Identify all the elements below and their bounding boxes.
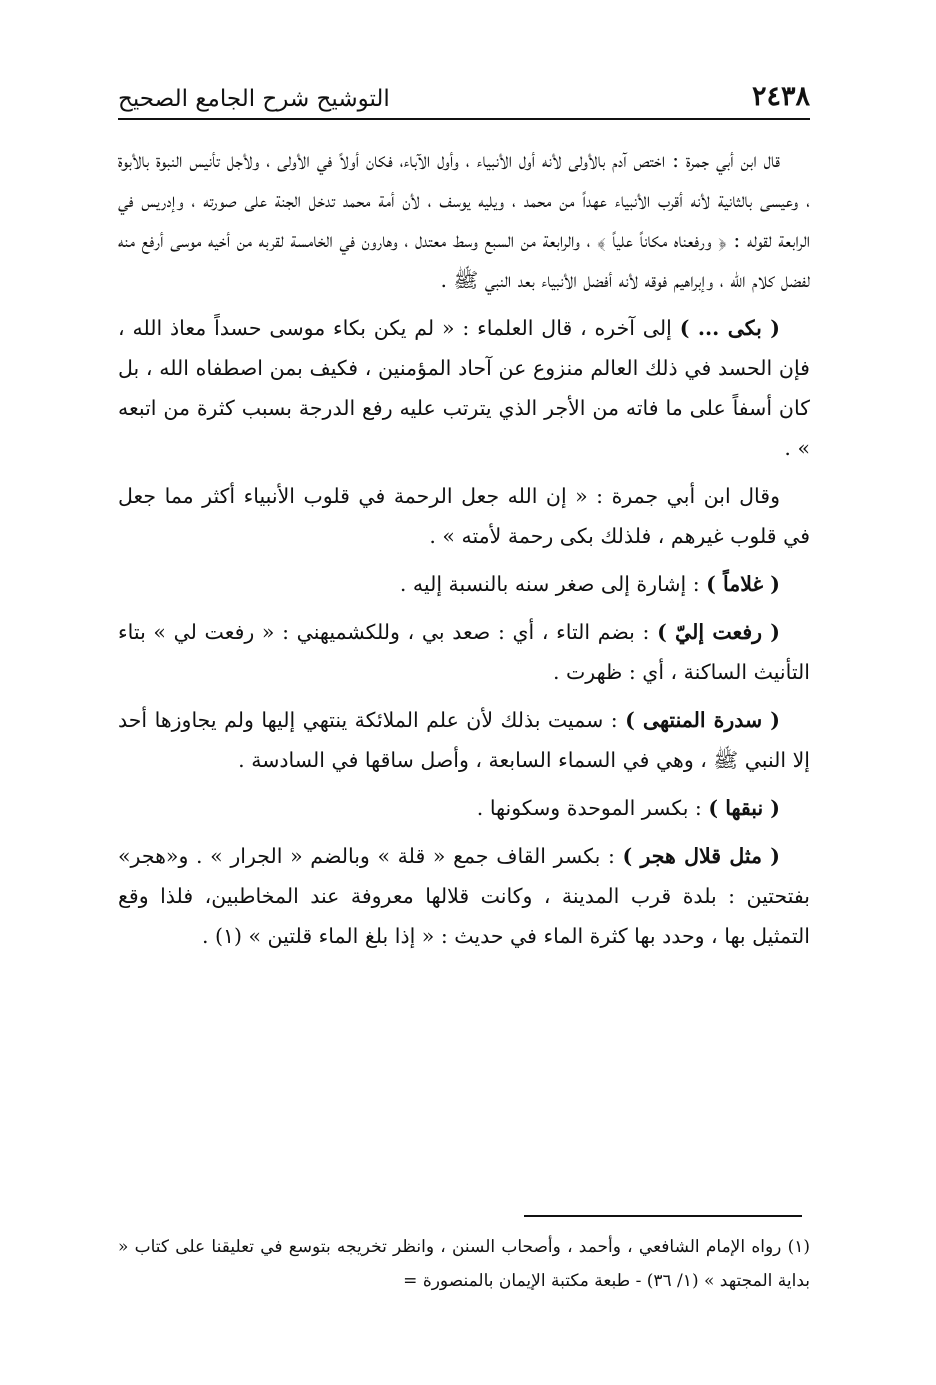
paragraph-text: : إشارة إلى صغر سنه بالنسبة إليه . xyxy=(399,572,707,596)
paragraph-text: قال ابن أبي جمرة : اختص آدم بالأولى لأنه أول الأنبياء ، وأول الآباء، فكان أولاً في الأولى ، ولأجل تأنيس النبوة بالأبوة ، وعيسى بالثانية لأنه أقرب الأنبياء عهداً من محمد ، ويليه يوسف ، لأن أمة محمد تدخل الجنة على صورته ، وإدريس في الرابعة لقوله : ﴿ ورفعناه مكاناً علياً ﴾ ، والرابعة من السبع وسط معتدل ، وهارون في الخامسة لقربه من أخيه موسى أرفع منه لفضل كلام الله ، وإبراهيم فوقه لأنه أفضل الأنبياء بعد النبي ﷺ . xyxy=(118,148,810,292)
paragraph-4 xyxy=(118,564,810,604)
paragraph-lead: ( رفعت إليّ ) xyxy=(657,620,780,644)
paragraph-5 xyxy=(118,612,810,692)
paragraph-6 xyxy=(118,700,810,780)
paragraph-lead: ( غلاماً ) xyxy=(706,572,780,596)
main-text xyxy=(118,140,810,964)
paragraph-text: وقال ابن أبي جمرة : « إن الله جعل الرحمة في قلوب الأنبياء أكثر مما جعل في قلوب غيرهم ، فلذلك بكى رحمة لأمته » . xyxy=(118,484,810,548)
paragraph-text: : سميت بذلك لأن علم الملائكة ينتهي إليها ولم يجاوزها أحد إلا النبي ﷺ ، وهي في السماء السابعة ، وأصل ساقها في السادسة . xyxy=(118,708,810,772)
footnote-1: (١) رواه الإمام الشافعي ، وأحمد ، وأصحاب السنن ، وانظر تخريجه بتوسع في تعليقنا على كتاب « بداية المجتهد » (١/ ٣٦) - طبعة مكتبة الإيمان بالمنصورة = xyxy=(118,1237,810,1291)
paragraph-3 xyxy=(118,476,810,556)
paragraph-text: : بكسر القاف جمع « قلة » وبالضم « الجرار » . و«هجر» بفتحتين : بلدة قرب المدينة ، وكانت قلالها معروفة عند المخاطبين، فلذا وقع التمثيل بها ، وحدد بها كثرة الماء في حديث : « إذا بلغ الماء قلتين » (١) . xyxy=(118,844,810,948)
running-title: التوشيح شرح الجامع الصحيح xyxy=(118,86,390,112)
paragraph-lead: ( سدرة المنتهى ) xyxy=(625,708,780,732)
paragraph-lead: ( نبقها ) xyxy=(708,796,780,820)
paragraph-7 xyxy=(118,788,810,828)
footnotes xyxy=(118,1230,810,1298)
paragraph-8 xyxy=(118,836,810,956)
page-number: ٢٤٣٨ xyxy=(751,81,810,112)
footnote-divider xyxy=(524,1215,802,1217)
paragraph-text: : بضم التاء ، أي : صعد بي ، وللكشميهني : « رفعت لي » بتاء التأنيث الساكنة ، أي : ظهرت . xyxy=(118,620,810,684)
paragraph-text: إلى آخره ، قال العلماء : « لم يكن بكاء موسى حسداً معاذ الله ، فإن الحسد في ذلك العالم منزوع عن آحاد المؤمنين ، فكيف بمن اصطفاه الله ، بل كان أسفاً على ما فاته من الأجر الذي يترتب عليه رفع الدرجة بسبب كثرة من اتبعه » . xyxy=(118,316,810,460)
paragraph-lead: ( بكى ... ) xyxy=(679,316,780,340)
page-header xyxy=(118,80,810,120)
paragraph-2 xyxy=(118,308,810,468)
paragraph-1 xyxy=(118,140,810,300)
paragraph-lead: ( مثل قلال هجر ) xyxy=(622,844,780,868)
paragraph-text: : بكسر الموحدة وسكونها . xyxy=(476,796,709,820)
